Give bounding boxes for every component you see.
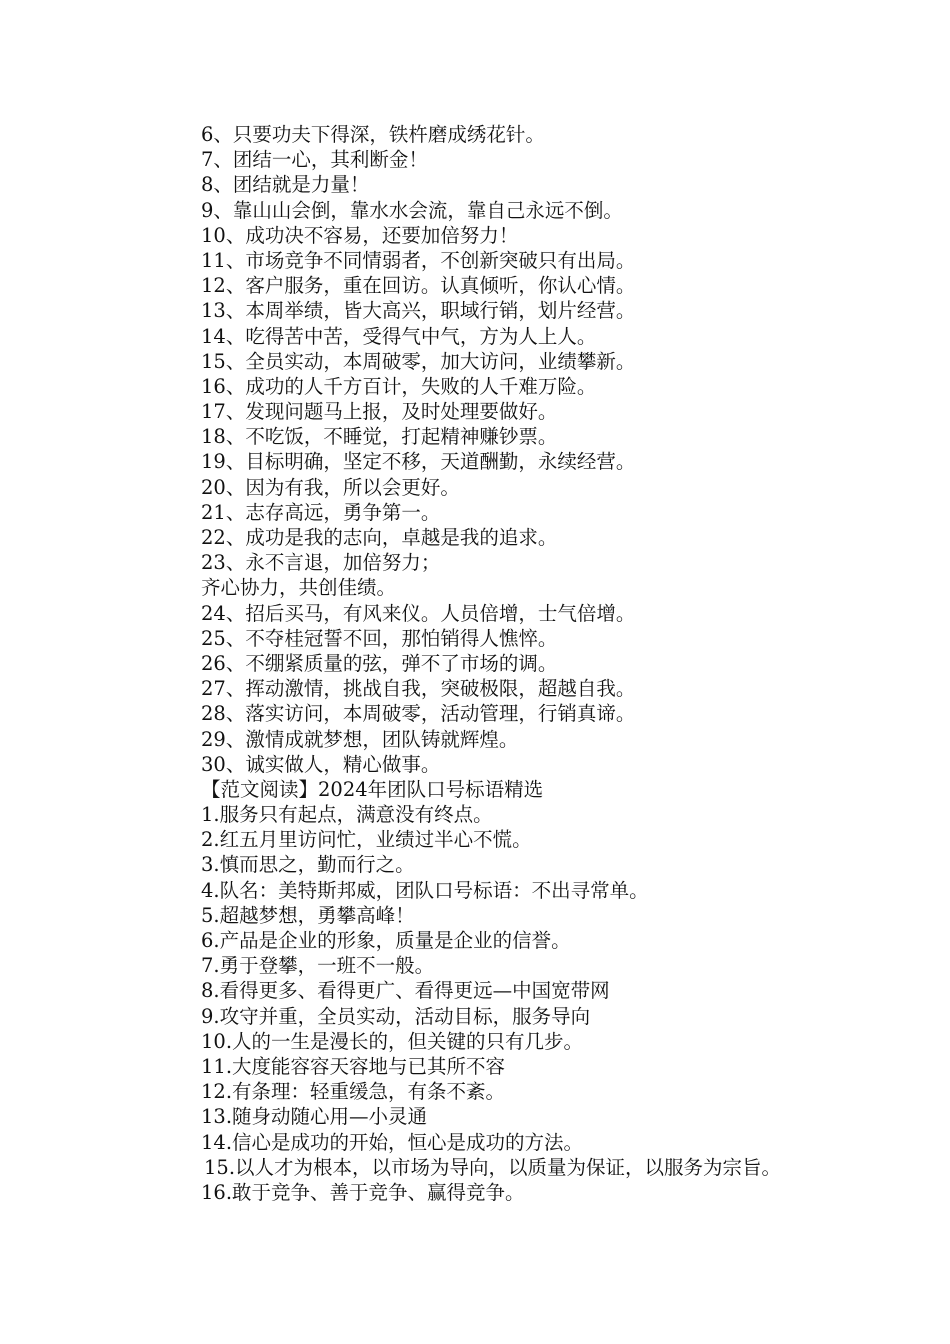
slogan-item: 11.大度能容容天容地与已其所不容 bbox=[201, 1054, 506, 1078]
slogan-item: 齐心协力，共创佳绩。 bbox=[201, 576, 397, 600]
slogan-list bbox=[146, 122, 816, 1155]
slogan-item: 27、挥动激情，挑战自我，突破极限，超越自我。 bbox=[201, 677, 636, 701]
slogan-item: 13.随身动随心用—小灵通 bbox=[201, 1105, 428, 1129]
slogan-item: 14、吃得苦中苦，受得气中气，方为人上人。 bbox=[201, 324, 597, 348]
slogan-item: 7、团结一心，其利断金！ bbox=[201, 148, 428, 172]
slogan-item: 13、本周举绩，皆大高兴，职域行销，划片经营。 bbox=[201, 299, 636, 323]
slogan-item: 25、不夺桂冠誓不回，那怕销得人憔悴。 bbox=[201, 626, 558, 650]
document-body bbox=[146, 122, 816, 1205]
slogan-item: 5.超越梦想，勇攀高峰！ bbox=[201, 903, 415, 927]
slogan-item: 【范文阅读】2024年团队口号标语精选 bbox=[201, 777, 544, 801]
slogan-item-wrapped: 15.以人才为根本，以市场为导向，以质量为保证，以服务为宗旨。 bbox=[204, 1155, 782, 1179]
slogan-item: 9、靠山山会倒，靠水水会流，靠自己永远不倒。 bbox=[201, 198, 623, 222]
slogan-item: 29、激情成就梦想，团队铸就辉煌。 bbox=[201, 727, 519, 751]
slogan-item: 10.人的一生是漫长的，但关键的只有几步。 bbox=[201, 1029, 584, 1053]
slogan-item: 12.有条理：轻重缓急，有条不紊。 bbox=[201, 1080, 506, 1104]
slogan-item: 2.红五月里访问忙，业绩过半心不慌。 bbox=[201, 828, 532, 852]
slogan-item: 10、成功决不容易，还要加倍努力！ bbox=[201, 223, 519, 247]
slogan-item: 17、发现问题马上报，及时处理要做好。 bbox=[201, 400, 558, 424]
slogan-item-last: 16.敢于竞争、善于竞争、赢得竞争。 bbox=[201, 1180, 525, 1204]
slogan-item: 4.队名：美特斯邦威，团队口号标语：不出寻常单。 bbox=[201, 878, 649, 902]
slogan-item: 26、不绷紧质量的弦，弹不了市场的调。 bbox=[201, 651, 558, 675]
slogan-item: 3.慎而思之，勤而行之。 bbox=[201, 853, 415, 877]
slogan-item: 22、成功是我的志向，卓越是我的追求。 bbox=[201, 526, 558, 549]
slogan-item: 21、志存高远，勇争第一。 bbox=[201, 500, 441, 524]
slogan-item: 11、市场竞争不同情弱者，不创新突破只有出局。 bbox=[201, 248, 636, 272]
slogan-item: 9.攻守并重，全员实动，活动目标，服务导向 bbox=[201, 1004, 591, 1028]
slogan-item: 8、团结就是力量！ bbox=[201, 173, 370, 197]
slogan-item: 7.勇于登攀，一班不一般。 bbox=[201, 954, 435, 978]
slogan-item: 16、成功的人千方百计，失败的人千难万险。 bbox=[201, 374, 597, 398]
slogan-item: 12、客户服务，重在回访。认真倾听，你认心情。 bbox=[201, 274, 636, 298]
slogan-item: 6.产品是企业的形象，质量是企业的信誉。 bbox=[201, 929, 571, 952]
slogan-item: 14.信心是成功的开始，恒心是成功的方法。 bbox=[201, 1130, 584, 1154]
slogan-item: 18、不吃饭，不睡觉，打起精神赚钞票。 bbox=[201, 425, 558, 449]
slogan-item: 19、目标明确，坚定不移，天道酬勤，永续经营。 bbox=[201, 450, 636, 474]
slogan-item: 20、因为有我，所以会更好。 bbox=[201, 475, 460, 499]
slogan-item: 6、只要功夫下得深，铁杵磨成绣花针。 bbox=[201, 123, 545, 146]
slogan-item: 15、全员实动，本周破零，加大访问，业绩攀新。 bbox=[201, 349, 636, 373]
slogan-item: 24、招后买马，有风来仪。人员倍增，士气倍增。 bbox=[201, 601, 636, 625]
slogan-item: 8.看得更多、看得更广、看得更远—中国宽带网 bbox=[201, 979, 610, 1003]
slogan-item: 30、诚实做人，精心做事。 bbox=[201, 752, 441, 776]
slogan-item: 1.服务只有起点，满意没有终点。 bbox=[201, 803, 493, 827]
slogan-item: 28、落实访问，本周破零，活动管理，行销真谛。 bbox=[201, 702, 636, 726]
slogan-item: 23、永不言退，加倍努力； bbox=[201, 551, 441, 575]
